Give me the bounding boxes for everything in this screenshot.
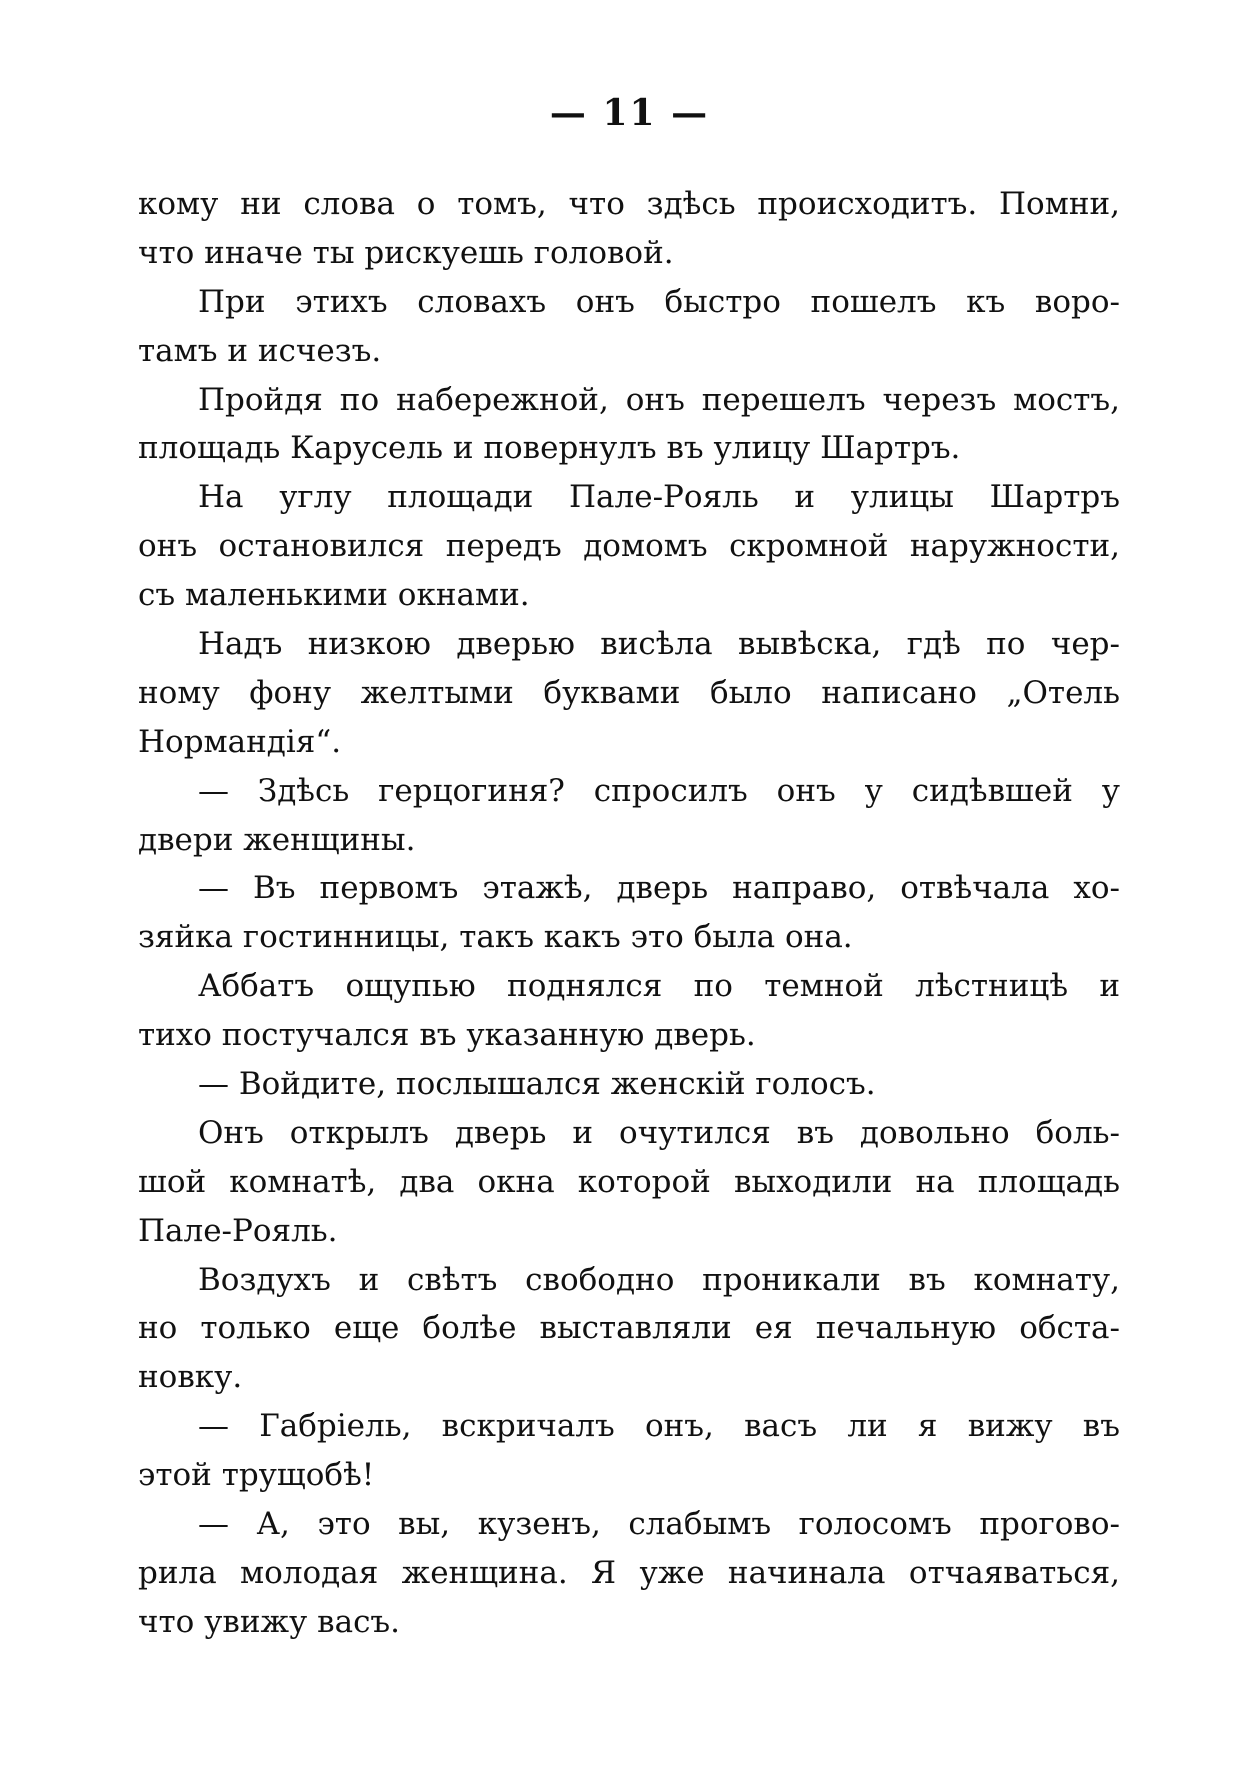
text-line: съ маленькими окнами.: [138, 577, 530, 614]
text-line: ному фону желтыми буквами было написано „Отель: [138, 674, 1120, 711]
text-line: тихо постучался въ указанную дверь.: [138, 1017, 756, 1054]
text-line: На углу площади Пале-Рояль и улицы Шартръ: [198, 479, 1120, 516]
text-line: что иначе ты рискуешь головой.: [138, 234, 674, 271]
text-line: Пройдя по набережной, онъ перешелъ черезъ мостъ,: [198, 381, 1120, 418]
text-line: что увижу васъ.: [138, 1603, 401, 1640]
text-line: площадь Карусель и повернулъ въ улицу Шартръ.: [138, 430, 961, 467]
text-line: — А, это вы, кузенъ, слабымъ голосомъ прогово-: [198, 1506, 1120, 1543]
text-line: — Войдите, послышался женскій голосъ.: [198, 1066, 876, 1103]
text-line: кому ни слова о томъ, что здѣсь происходитъ. Помни,: [138, 186, 1120, 222]
text-line: Надъ низкою дверью висѣла вывѣска, гдѣ по чер-: [198, 626, 1120, 663]
text-line: — Габріель, вскричалъ онъ, васъ ли я вижу въ: [198, 1408, 1120, 1445]
text-line: но только еще болѣе выставляли ея печальную обста-: [138, 1310, 1120, 1347]
text-line: Пале-Рояль.: [138, 1212, 338, 1249]
text-line: Воздухъ и свѣтъ свободно проникали въ комнату,: [198, 1261, 1120, 1298]
body-text: [138, 180, 1120, 1647]
text-line: Аббатъ ощупью поднялся по темной лѣстницѣ и: [198, 968, 1120, 1005]
page-number: — 11 —: [549, 92, 710, 134]
text-line: Онъ открылъ дверь и очутился въ довольно боль-: [198, 1114, 1120, 1151]
text-line: тамъ и исчезъ.: [138, 332, 382, 369]
text-line: При этихъ словахъ онъ быстро пошелъ къ воро-: [198, 283, 1120, 320]
text-line: зяйка гостинницы, такъ какъ это была она.: [138, 919, 853, 956]
text-line: этой трущобѣ!: [138, 1457, 375, 1494]
text-line: — Въ первомъ этажѣ, дверь направо, отвѣчала хо-: [198, 870, 1120, 907]
text-line: онъ остановился передъ домомъ скромной наружности,: [138, 528, 1120, 565]
text-line: рила молодая женщина. Я уже начинала отчаяваться,: [138, 1554, 1120, 1591]
text-line: Нормандія“.: [138, 723, 342, 760]
text-line: шой комнатѣ, два окна которой выходили на площадь: [138, 1163, 1120, 1200]
text-line: новку.: [138, 1359, 243, 1396]
text-line: двери женщины.: [138, 821, 416, 858]
text-line: — Здѣсь герцогиня? спросилъ онъ у сидѣвшей у: [198, 772, 1120, 809]
